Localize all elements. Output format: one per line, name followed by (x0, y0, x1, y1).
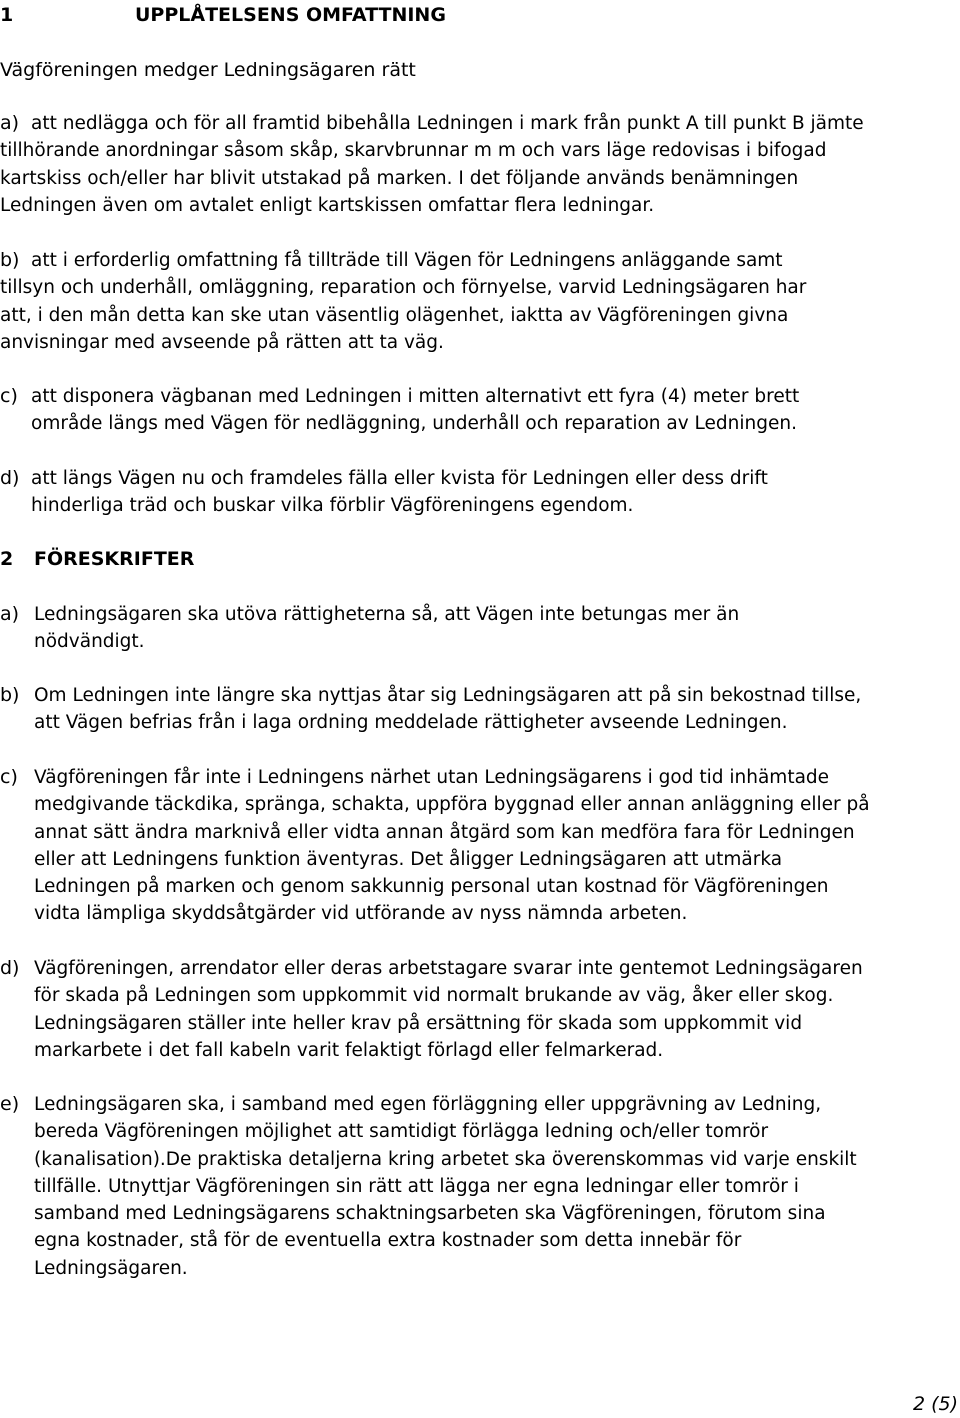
text-line: anvisningar med avseende på rätten att ta väg. (0, 331, 444, 353)
text-line: egna kostnader, stå för de eventuella extra kostnader som detta innebär för (34, 1230, 742, 1252)
item-text (34, 764, 870, 928)
text-line: bereda Vägföreningen möjlighet att samtidigt förlägga ledning och/eller tomrör (34, 1121, 769, 1143)
item-label: a) (0, 112, 20, 134)
text-line: annat sätt ändra marknivå eller vidta annan åtgärd som kan medföra fara för Ledningen (34, 821, 855, 843)
text-line: Ledningen även om avtalet enligt kartskissen omfattar flera ledningar. (0, 194, 655, 216)
text-line: Om Ledningen inte längre ska nyttjas åtar sig Ledningsägaren att på sin bekostnad tillse, (34, 685, 862, 706)
text-line: samband med Ledningsägarens schaktningsarbeten ska Vägföreningen, förutom sina (34, 1203, 826, 1225)
text-line: Ledningen på marken och genom sakkunnig personal utan kostnad för Vägföreningen (34, 876, 829, 898)
text-line: kartskiss och/eller har blivit utstakad på marken. I det följande används benämningen (0, 167, 799, 189)
item-label: d) (0, 957, 20, 979)
text-line: hinderliga träd och buskar vilka förblir Vägföreningens egendom. (31, 495, 634, 517)
section-title: FÖRESKRIFTER (34, 548, 195, 570)
section-number: 1 (0, 4, 14, 26)
text-line: att nedlägga och för all framtid bibehålla Ledningen i mark från punkt A till punkt B jämte (31, 113, 864, 134)
item-text (34, 601, 739, 656)
text-line: område längs med Vägen för nedläggning, underhåll och reparation av Ledningen. (31, 413, 797, 435)
item-text (34, 1091, 857, 1282)
item-label: e) (0, 1093, 20, 1115)
text-line: att i erforderlig omfattning få tillträde till Vägen för Ledningens anläggande samt (31, 250, 783, 271)
text-line: att disponera vägbanan med Ledningen i mitten alternativt ett fyra (4) meter brett (31, 386, 800, 407)
text-line: vidta lämpliga skyddsåtgärder vid utförande av nyss nämnda arbeten. (34, 903, 688, 925)
section-title: UPPLÅTELSENS OMFATTNING (135, 4, 446, 26)
item-text (0, 247, 807, 356)
text-line: Vägföreningen, arrendator eller deras arbetstagare svarar inte gentemot Ledningsägaren (34, 958, 863, 979)
item-text (34, 682, 861, 737)
text-line: tillfälle. Utnyttjar Vägföreningen sin rätt att lägga ner egna ledningar eller tomrör i (34, 1175, 799, 1197)
section-1-heading (0, 2, 960, 29)
page-number: 2 (5) (912, 1393, 958, 1415)
item-text (31, 383, 799, 438)
text-line: för skada på Ledningen som uppkommit vid normalt brukande av väg, åker eller skog. (34, 985, 834, 1007)
text-line: att längs Vägen nu och framdeles fälla eller kvista för Ledningen eller dess drift (31, 468, 768, 489)
item-text (0, 110, 864, 219)
item-label: c) (0, 766, 18, 788)
text-line: Vägföreningen får inte i Ledningens närhet utan Ledningsägarens i god tid inhämtade (34, 767, 830, 788)
text-line: eller att Ledningens funktion äventyras. Det åligger Ledningsägaren att utmärka (34, 848, 783, 870)
text-line: att Vägen befrias från i laga ordning meddelade rättigheter avseende Ledningen. (34, 712, 788, 734)
text-line: markarbete i det fall kabeln varit felaktigt förlagd eller felmarkerad. (34, 1039, 664, 1061)
section-2-heading (0, 546, 960, 573)
text-line: Ledningsägaren ställer inte heller krav på ersättning för skada som uppkommit vid (34, 1012, 803, 1034)
text-line: Ledningsägaren ska, i samband med egen förläggning eller uppgrävning av Ledning, (34, 1094, 822, 1115)
intro-text: Vägföreningen medger Ledningsägaren rätt (0, 59, 416, 81)
item-label: a) (0, 603, 20, 625)
text-line: att, i den mån detta kan ske utan väsentlig olägenhet, iaktta av Vägföreningen givna (0, 304, 789, 326)
text-line: nödvändigt. (34, 631, 145, 653)
item-label: b) (0, 684, 20, 706)
text-line: tillsyn och underhåll, omläggning, reparation och förnyelse, varvid Ledningsägaren har (0, 277, 807, 299)
text-line: medgivande täckdika, spränga, schakta, uppföra byggnad eller annan anläggning eller på (34, 794, 870, 816)
item-text (31, 465, 768, 520)
item-label: d) (0, 467, 20, 489)
section-number: 2 (0, 548, 14, 570)
text-line: Ledningsägaren ska utöva rättigheterna så, att Vägen inte betungas mer än (34, 604, 740, 625)
text-line: Ledningsägaren. (34, 1257, 188, 1279)
item-text (34, 955, 863, 1064)
text-line: (kanalisation).De praktiska detaljerna kring arbetet ska överenskommas vid varje enskilt (34, 1148, 857, 1170)
item-label: c) (0, 385, 18, 407)
text-line: tillhörande anordningar såsom skåp, skarvbrunnar m m och vars läge redovisas i bifogad (0, 140, 827, 162)
item-label: b) (0, 249, 20, 271)
